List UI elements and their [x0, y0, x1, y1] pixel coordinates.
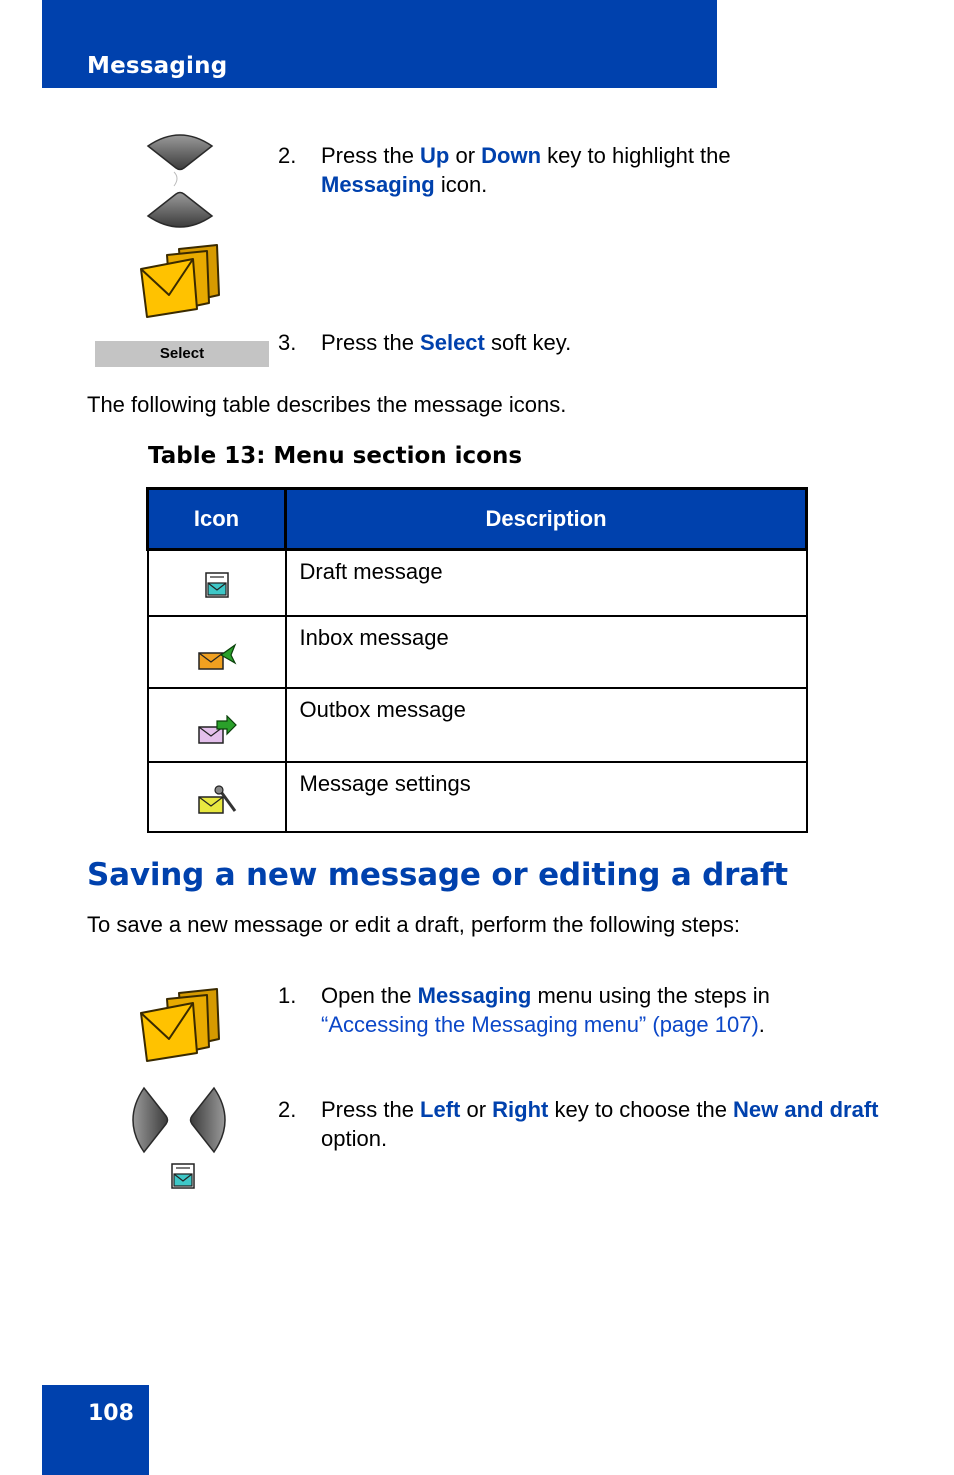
icon-column-header: Icon	[148, 489, 286, 550]
draft-message-icon	[203, 571, 231, 599]
step-number: 3.	[278, 330, 297, 355]
step-text: Press the Up or Down key to highlight the Messaging icon.	[321, 143, 731, 197]
step-number: 2.	[278, 1097, 297, 1122]
table-row	[148, 550, 807, 616]
down-key-label: Down	[481, 143, 542, 168]
messaging-label: Messaging	[417, 983, 532, 1008]
description-cell: Outbox message	[286, 688, 807, 762]
step-text: Open the Messaging menu using the steps in “Accessing the Messaging menu” (page 107).	[321, 983, 770, 1037]
description-cell: Message settings	[286, 762, 807, 832]
messaging-label: Messaging	[321, 172, 435, 197]
table-header-row	[148, 489, 807, 550]
left-right-keys-icon	[128, 1086, 230, 1154]
up-down-keys-icon	[144, 130, 216, 232]
left-key-label: Left	[420, 1097, 461, 1122]
description-column-header: Description	[286, 489, 807, 550]
messaging-envelopes-icon	[137, 987, 223, 1063]
select-key-label: Select	[420, 330, 485, 355]
message-settings-icon	[197, 785, 237, 815]
description-cell: Draft message	[286, 550, 807, 616]
section-heading: Saving a new message or editing a draft	[87, 857, 788, 893]
table-row	[148, 762, 807, 832]
header-title: Messaging	[87, 53, 228, 79]
up-key-label: Up	[420, 143, 450, 168]
step-text: Press the Select soft key.	[321, 330, 572, 355]
table-row	[148, 688, 807, 762]
page-number: 108	[88, 1401, 134, 1426]
intro-paragraph: The following table describes the message icons.	[87, 392, 567, 417]
new-and-draft-label: New and draft	[733, 1097, 879, 1122]
table-row	[148, 616, 807, 688]
section-intro: To save a new message or edit a draft, perform the following steps:	[87, 912, 740, 937]
inbox-message-icon	[197, 643, 237, 671]
accessing-messaging-link[interactable]: “Accessing the Messaging menu” (page 107)	[321, 1012, 759, 1037]
step-text: Press the Left or Right key to choose the New and draft option.	[321, 1097, 879, 1151]
menu-icons-table	[146, 487, 808, 833]
outbox-message-icon	[197, 715, 237, 745]
page-number-box	[42, 1385, 149, 1475]
step-number: 2.	[278, 143, 297, 168]
right-key-label: Right	[492, 1097, 549, 1122]
select-softkey: Select	[95, 341, 269, 367]
draft-message-icon	[169, 1162, 197, 1190]
step-number: 1.	[278, 983, 297, 1008]
description-cell: Inbox message	[286, 616, 807, 688]
header-bar	[42, 0, 717, 88]
messaging-envelopes-icon	[137, 243, 223, 319]
table-caption: Table 13: Menu section icons	[148, 443, 523, 469]
